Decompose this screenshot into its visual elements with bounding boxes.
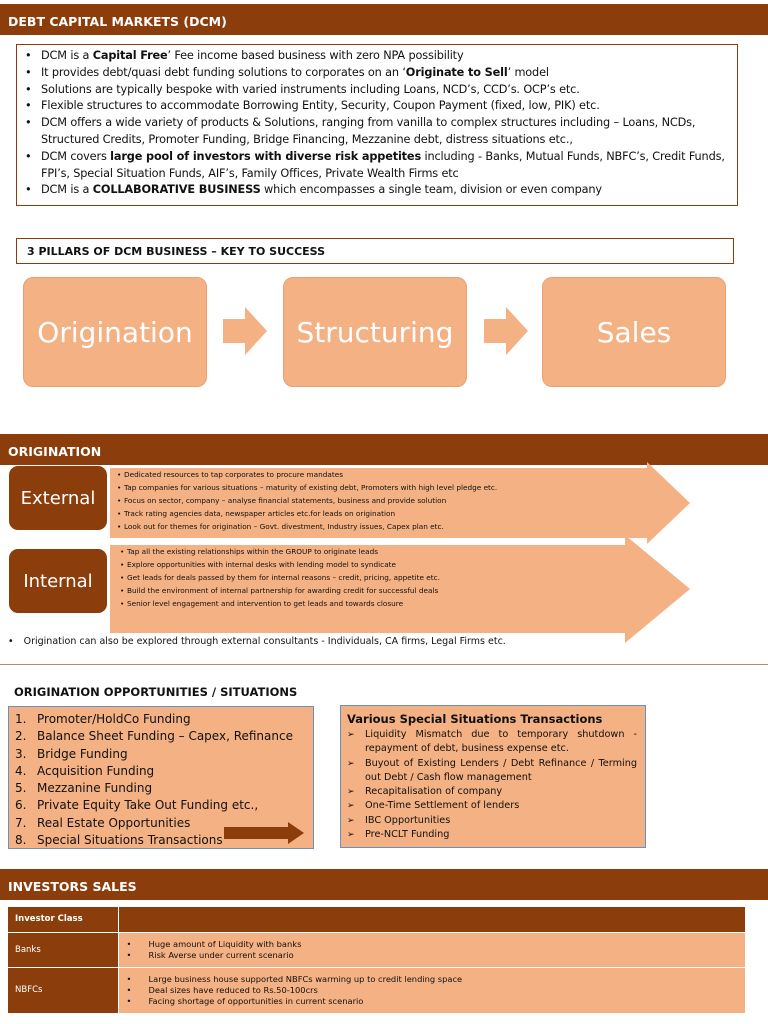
external-points bbox=[117, 469, 497, 534]
arrow-right-icon bbox=[224, 822, 304, 844]
special-situation-item: ➢ Pre-NCLT Funding bbox=[347, 828, 637, 842]
dcm-title: DEBT CAPITAL MARKETS (DCM) bbox=[0, 4, 768, 35]
divider bbox=[0, 664, 768, 665]
special-situation-item: ➢ Recapitalisation of company bbox=[347, 785, 637, 799]
origination-title: ORIGINATION bbox=[0, 434, 768, 465]
internal-points bbox=[120, 546, 440, 611]
origination-note-text: Origination can also be explored through external consultants - Individuals, CA firms, Legal Firms etc. bbox=[23, 636, 506, 647]
dcm-bullet: • DCM offers a wide variety of products & Solutions, ranging from vanilla to complex structures including – Loans, NCDs, Structured Credits, Promoter Funding, Bridge Financing, Mezzanine debt, distress situations etc., bbox=[23, 115, 731, 149]
opportunities-heading: ORIGINATION OPPORTUNITIES / SITUATIONS bbox=[14, 685, 298, 699]
internal-point: • Senior level engagement and intervention to get leads and towards closure bbox=[120, 598, 440, 611]
pillar-structuring: Structuring bbox=[283, 277, 467, 387]
investor-table bbox=[8, 907, 746, 1014]
investor-class-cell: NBFCs bbox=[8, 967, 118, 1013]
investor-description-cell bbox=[118, 932, 746, 967]
pillars-heading: 3 PILLARS OF DCM BUSINESS – KEY TO SUCCESS bbox=[16, 238, 734, 264]
internal-box: Internal bbox=[9, 549, 107, 613]
dcm-bullet: • DCM covers large pool of investors with diverse risk appetites including - Banks, Mutual Funds, NBFC’s, Credit Funds, FPI’s, Special Situation Funds, AIF’s, Family Offices, Private Wealth Firms etc bbox=[23, 149, 731, 183]
special-situations-box bbox=[340, 705, 646, 848]
special-situation-item: ➢ IBC Opportunities bbox=[347, 814, 637, 828]
special-situations-title: Various Special Situations Transactions bbox=[347, 712, 603, 726]
dcm-bullet: • It provides debt/quasi debt funding solutions to corporates on an ‘Originate to Sell’ model bbox=[23, 65, 731, 82]
opportunity-item: 3. Bridge Funding bbox=[15, 746, 128, 761]
table-header-blank bbox=[118, 907, 746, 932]
investors-title: INVESTORS SALES bbox=[0, 869, 768, 900]
internal-point: • Explore opportunities with internal desks with lending model to syndicate bbox=[120, 559, 440, 572]
opportunity-item: 8. Special Situations Transactions bbox=[15, 833, 223, 848]
investor-point: • Facing shortage of opportunities in current scenario bbox=[127, 996, 746, 1007]
pillar-sales: Sales bbox=[542, 277, 726, 387]
dcm-bullet: • Flexible structures to accommodate Borrowing Entity, Security, Coupon Payment (fixed, low, PIK) etc. bbox=[23, 98, 731, 115]
external-box: External bbox=[9, 466, 107, 530]
table-row bbox=[8, 967, 746, 1013]
internal-point: • Tap all the existing relationships within the GROUP to originate leads bbox=[120, 546, 440, 559]
special-situation-item: ➢ Liquidity Mismatch due to temporary shutdown - repayment of debt, business expense etc. bbox=[347, 728, 637, 757]
table-row bbox=[8, 932, 746, 967]
dcm-bullet: • DCM is a COLLABORATIVE BUSINESS which encompasses a single team, division or even company bbox=[23, 182, 731, 199]
external-point: • Tap companies for various situations – maturity of existing debt, Promoters with high level pledge etc. bbox=[117, 482, 497, 495]
opportunity-item: 7. Real Estate Opportunities bbox=[15, 815, 191, 830]
external-point: • Track rating agencies data, newspaper articles etc.for leads on origination bbox=[117, 508, 497, 521]
investor-point: • Huge amount of Liquidity with banks bbox=[127, 939, 746, 950]
dcm-bullet: • DCM is a Capital Free’ Fee income based business with zero NPA possibility bbox=[23, 48, 731, 65]
opportunity-item: 1. Promoter/HoldCo Funding bbox=[15, 712, 191, 726]
dcm-bullet: • Solutions are typically bespoke with varied instruments including Loans, NCD’s, CCD’s. OCP’s etc. bbox=[23, 82, 731, 99]
special-situation-item: ➢ Buyout of Existing Lenders / Debt Refinance / Terming out Debt / Cash flow management bbox=[347, 757, 637, 786]
opportunity-item: 5. Mezzanine Funding bbox=[15, 781, 153, 796]
table-header-row bbox=[8, 907, 746, 932]
origination-note: • Origination can also be explored through external consultants - Individuals, CA firms, Legal Firms etc. bbox=[8, 636, 506, 647]
investor-point: • Risk Averse under current scenario bbox=[127, 950, 746, 961]
opportunity-item: 6. Private Equity Take Out Funding etc., bbox=[15, 798, 259, 813]
opportunity-item: 2. Balance Sheet Funding – Capex, Refinance bbox=[15, 729, 293, 744]
dcm-bullet-list bbox=[23, 48, 731, 199]
investor-class-cell: Banks bbox=[8, 932, 118, 967]
pillar-origination: Origination bbox=[23, 277, 207, 387]
external-point: • Look out for themes for origination – Govt. divestment, Industry issues, Capex plan etc. bbox=[117, 521, 497, 534]
external-point: • Dedicated resources to tap corporates to procure mandates bbox=[117, 469, 497, 482]
investor-point: • Deal sizes have reduced to Rs.50-100crs bbox=[127, 985, 746, 996]
investor-class-header: Investor Class bbox=[8, 907, 118, 932]
dcm-bullet-box bbox=[16, 44, 738, 206]
special-situations-list bbox=[347, 728, 637, 842]
arrow-right-icon bbox=[223, 307, 267, 355]
investor-point: • Large business house supported NBFCs warming up to credit lending space bbox=[127, 974, 746, 985]
opportunity-item: 4. Acquisition Funding bbox=[15, 763, 155, 778]
internal-point: • Build the environment of internal partnership for awarding credit for successful deals bbox=[120, 585, 440, 598]
investor-description-cell bbox=[118, 967, 746, 1013]
special-situation-item: ➢ One-Time Settlement of lenders bbox=[347, 799, 637, 813]
internal-point: • Get leads for deals passed by them for internal reasons – credit, pricing, appetite etc. bbox=[120, 572, 440, 585]
external-point: • Focus on sector, company – analyse financial statements, business and provide solution bbox=[117, 495, 497, 508]
arrow-right-icon bbox=[484, 307, 528, 355]
